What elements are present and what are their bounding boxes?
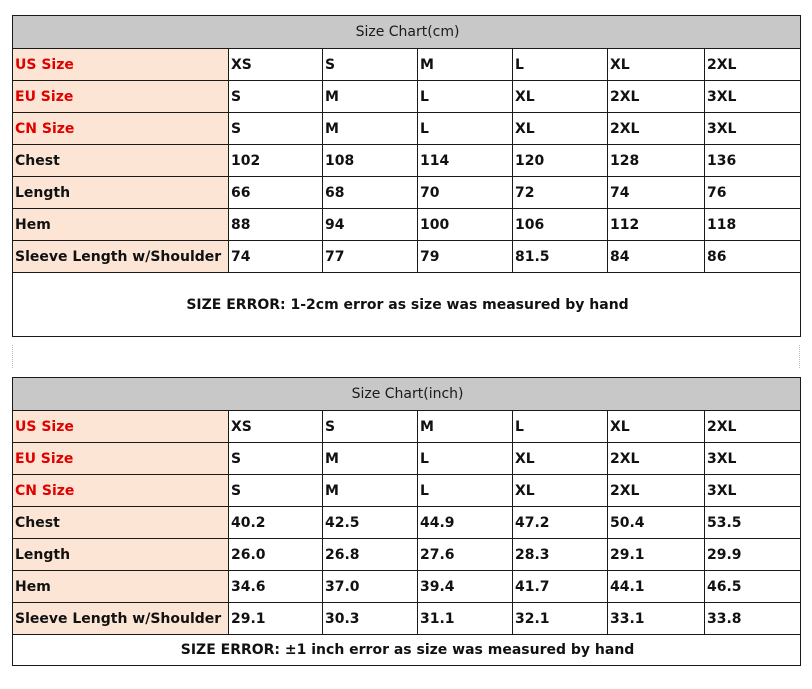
- table-cell: 3XL: [705, 81, 801, 113]
- table-cell: 84: [608, 241, 705, 273]
- table-cell: 34.6: [229, 571, 323, 603]
- table-cell: 136: [705, 145, 801, 177]
- table-cell: 102: [229, 145, 323, 177]
- row-label: EU Size: [13, 443, 229, 475]
- table-row: [13, 113, 801, 145]
- table-cell: 39.4: [418, 571, 513, 603]
- table-cell: 33.1: [608, 603, 705, 635]
- table-cell: 120: [513, 145, 608, 177]
- table-cell: 128: [608, 145, 705, 177]
- table-cell: XS: [229, 49, 323, 81]
- table-cell: 114: [418, 145, 513, 177]
- size-table-inch-body: [13, 378, 801, 666]
- table-cell: S: [229, 113, 323, 145]
- row-label: Chest: [13, 507, 229, 539]
- table-cell: M: [323, 113, 418, 145]
- table-cell: S: [229, 81, 323, 113]
- table-cell: L: [418, 475, 513, 507]
- table-cell: 79: [418, 241, 513, 273]
- table-cell: M: [323, 443, 418, 475]
- size-table-cm: [12, 15, 801, 337]
- table-cell: 108: [323, 145, 418, 177]
- table-cell: 2XL: [608, 443, 705, 475]
- table-row: [13, 177, 801, 209]
- chart-divider: [12, 345, 800, 368]
- table-cell: 86: [705, 241, 801, 273]
- table-cell: 29.9: [705, 539, 801, 571]
- chart-title-cm: Size Chart(cm): [13, 16, 801, 49]
- table-cell: 33.8: [705, 603, 801, 635]
- table-row: [13, 571, 801, 603]
- table-cell: S: [229, 443, 323, 475]
- table-cell: M: [323, 475, 418, 507]
- size-table-inch: [12, 377, 801, 666]
- table-cell: XL: [513, 81, 608, 113]
- size-table-cm-body: [13, 16, 801, 337]
- table-row: [13, 241, 801, 273]
- table-cell: 53.5: [705, 507, 801, 539]
- table-cell: 3XL: [705, 475, 801, 507]
- table-cell: 2XL: [608, 113, 705, 145]
- size-chart-cm: [12, 15, 800, 337]
- table-cell: 2XL: [705, 49, 801, 81]
- table-cell: M: [323, 81, 418, 113]
- table-cell: 3XL: [705, 443, 801, 475]
- table-row: [13, 443, 801, 475]
- table-cell: 28.3: [513, 539, 608, 571]
- table-cell: 47.2: [513, 507, 608, 539]
- table-cell: 46.5: [705, 571, 801, 603]
- table-row: [13, 539, 801, 571]
- table-cell: 81.5: [513, 241, 608, 273]
- table-cell: 2XL: [705, 411, 801, 443]
- table-cell: 112: [608, 209, 705, 241]
- table-cell: 68: [323, 177, 418, 209]
- table-cell: 2XL: [608, 475, 705, 507]
- table-cell: 42.5: [323, 507, 418, 539]
- table-row: [13, 145, 801, 177]
- table-cell: 100: [418, 209, 513, 241]
- table-cell: L: [513, 49, 608, 81]
- table-cell: 41.7: [513, 571, 608, 603]
- size-chart-inch: [12, 377, 800, 666]
- row-label: US Size: [13, 411, 229, 443]
- table-cell: 27.6: [418, 539, 513, 571]
- table-cell: 40.2: [229, 507, 323, 539]
- table-cell: 106: [513, 209, 608, 241]
- table-cell: 66: [229, 177, 323, 209]
- table-cell: 88: [229, 209, 323, 241]
- row-label: US Size: [13, 49, 229, 81]
- table-row: [13, 603, 801, 635]
- table-cell: 118: [705, 209, 801, 241]
- table-cell: XS: [229, 411, 323, 443]
- chart-title-inch: Size Chart(inch): [13, 378, 801, 411]
- size-error-note-inch: SIZE ERROR: ±1 inch error as size was measured by hand: [13, 635, 801, 666]
- size-error-note-cm: SIZE ERROR: 1-2cm error as size was measured by hand: [13, 273, 801, 337]
- row-label: EU Size: [13, 81, 229, 113]
- table-cell: 30.3: [323, 603, 418, 635]
- table-row: [13, 49, 801, 81]
- row-label: Length: [13, 539, 229, 571]
- table-row: [13, 475, 801, 507]
- table-cell: XL: [513, 475, 608, 507]
- table-cell: 44.1: [608, 571, 705, 603]
- row-label: Hem: [13, 209, 229, 241]
- table-row: [13, 81, 801, 113]
- table-row: [13, 209, 801, 241]
- table-cell: 29.1: [229, 603, 323, 635]
- table-cell: 70: [418, 177, 513, 209]
- table-cell: S: [323, 49, 418, 81]
- table-row: [13, 507, 801, 539]
- table-cell: 29.1: [608, 539, 705, 571]
- table-cell: M: [418, 49, 513, 81]
- table-cell: 26.0: [229, 539, 323, 571]
- row-label: CN Size: [13, 475, 229, 507]
- table-cell: 94: [323, 209, 418, 241]
- row-label: CN Size: [13, 113, 229, 145]
- row-label: Length: [13, 177, 229, 209]
- table-cell: 2XL: [608, 81, 705, 113]
- row-label: Hem: [13, 571, 229, 603]
- table-cell: XL: [608, 411, 705, 443]
- table-row: [13, 411, 801, 443]
- table-cell: 74: [229, 241, 323, 273]
- table-cell: 77: [323, 241, 418, 273]
- table-cell: M: [418, 411, 513, 443]
- row-label: Chest: [13, 145, 229, 177]
- table-cell: 26.8: [323, 539, 418, 571]
- table-cell: L: [513, 411, 608, 443]
- table-cell: L: [418, 443, 513, 475]
- table-cell: 32.1: [513, 603, 608, 635]
- table-cell: L: [418, 113, 513, 145]
- table-cell: 44.9: [418, 507, 513, 539]
- table-cell: XL: [513, 113, 608, 145]
- table-cell: 72: [513, 177, 608, 209]
- table-cell: 37.0: [323, 571, 418, 603]
- table-cell: 76: [705, 177, 801, 209]
- table-cell: 31.1: [418, 603, 513, 635]
- table-cell: S: [229, 475, 323, 507]
- table-cell: L: [418, 81, 513, 113]
- table-cell: 74: [608, 177, 705, 209]
- table-cell: XL: [513, 443, 608, 475]
- table-cell: 50.4: [608, 507, 705, 539]
- row-label: Sleeve Length w/Shoulder: [13, 603, 229, 635]
- table-cell: XL: [608, 49, 705, 81]
- row-label: Sleeve Length w/Shoulder: [13, 241, 229, 273]
- table-cell: 3XL: [705, 113, 801, 145]
- table-cell: S: [323, 411, 418, 443]
